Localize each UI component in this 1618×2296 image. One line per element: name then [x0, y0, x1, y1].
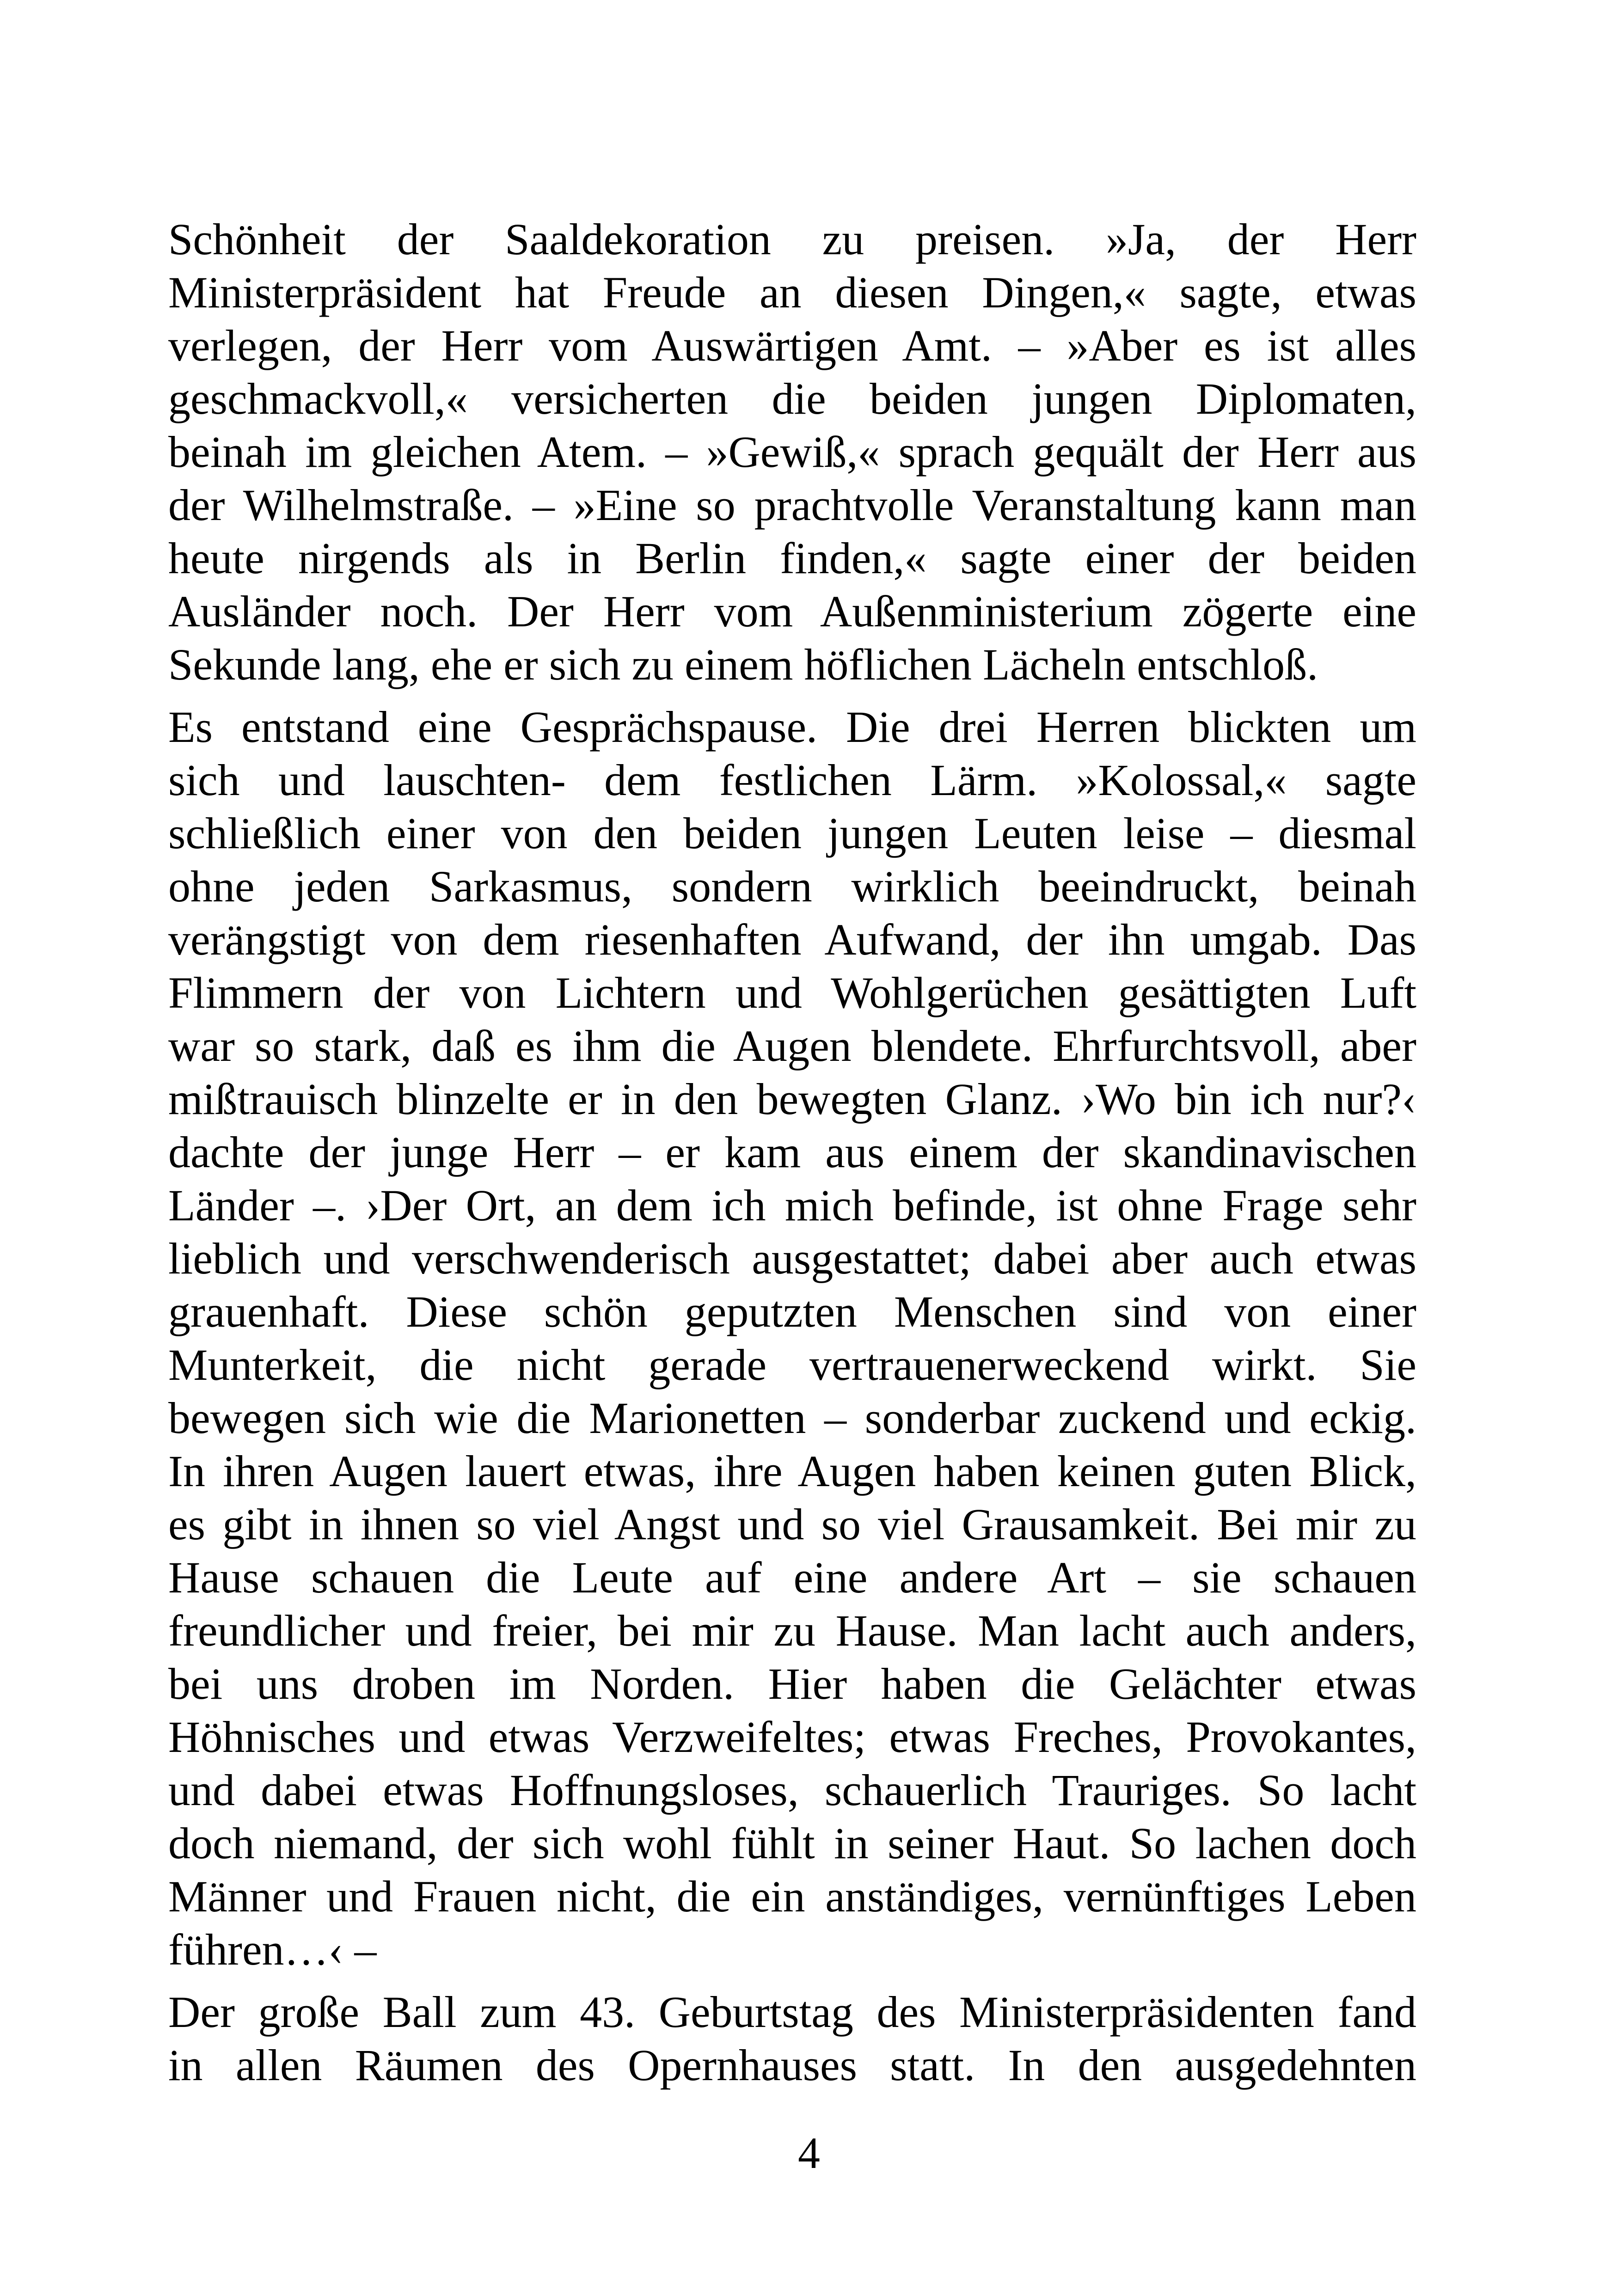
text-line: ohne jeden Sarkasmus, sondern wirklich beeindruckt, beinah — [168, 862, 1416, 911]
text-line: Männer und Frauen nicht, die ein anständiges, vernünftiges Leben — [168, 1872, 1416, 1921]
text-line: war so stark, daß es ihm die Augen blendete. Ehrfurchtsvoll, aber — [168, 1021, 1416, 1071]
paragraph — [168, 700, 1416, 1976]
text-line: Es entstand eine Gesprächspause. Die drei Herren blickten um — [168, 702, 1416, 752]
text-line: der Wilhelmstraße. – »Eine so prachtvolle Veranstaltung kann man — [168, 480, 1416, 530]
text-line: doch niemand, der sich wohl fühlt in seiner Haut. So lachen doch — [168, 1818, 1416, 1868]
text-line: Höhnisches und etwas Verzweifeltes; etwas Freches, Provokantes, — [168, 1712, 1416, 1762]
text-line: grauenhaft. Diese schön geputzten Menschen sind von einer — [168, 1287, 1416, 1336]
text-line: es gibt in ihnen so viel Angst und so viel Grausamkeit. Bei mir zu — [168, 1500, 1416, 1549]
text-line: sich und lauschten- dem festlichen Lärm. »Kolossal,« sagte — [168, 755, 1416, 805]
text-line: beinah im gleichen Atem. – »Gewiß,« sprach gequält der Herr aus — [168, 427, 1416, 477]
text-line: Sekunde lang, ehe er sich zu einem höflichen Lächeln entschloß. — [168, 640, 1318, 689]
text-line: verlegen, der Herr vom Auswärtigen Amt. – »Aber es ist alles — [168, 321, 1416, 370]
text-line: Länder –. ›Der Ort, an dem ich mich befinde, ist ohne Frage sehr — [168, 1181, 1416, 1230]
body-text — [168, 213, 1416, 2101]
text-line: dachte der junge Herr – er kam aus einem der skandinavischen — [168, 1127, 1416, 1177]
text-line: Ausländer noch. Der Herr vom Außenministerium zögerte eine — [168, 587, 1416, 636]
paragraph — [168, 1985, 1416, 2092]
text-line: mißtrauisch blinzelte er in den bewegten Glanz. ›Wo bin ich nur?‹ — [168, 1074, 1416, 1124]
text-line: freundlicher und freier, bei mir zu Hause. Man lacht auch anders, — [168, 1606, 1416, 1655]
text-line: führen…‹ – — [168, 1925, 377, 1974]
text-line: Munterkeit, die nicht gerade vertrauenerweckend wirkt. Sie — [168, 1340, 1416, 1390]
text-line: verängstigt von dem riesenhaften Aufwand, der ihn umgab. Das — [168, 915, 1416, 964]
text-line: In ihren Augen lauert etwas, ihre Augen haben keinen guten Blick, — [168, 1446, 1416, 1496]
text-line: geschmackvoll,« versicherten die beiden jungen Diplomaten, — [168, 374, 1416, 423]
text-line: Flimmern der von Lichtern und Wohlgerüchen gesättigten Luft — [168, 968, 1416, 1017]
text-line: in allen Räumen des Opernhauses statt. In den ausgedehnten — [168, 2040, 1416, 2090]
text-line: lieblich und verschwenderisch ausgestattet; dabei aber auch etwas — [168, 1234, 1416, 1283]
paragraph — [168, 213, 1416, 691]
text-line: bei uns droben im Norden. Hier haben die Gelächter etwas — [168, 1659, 1416, 1708]
text-line: Der große Ball zum 43. Geburtstag des Ministerpräsidenten fand — [168, 1987, 1416, 2037]
text-line: Hause schauen die Leute auf eine andere Art – sie schauen — [168, 1553, 1416, 1602]
text-line: schließlich einer von den beiden jungen Leuten leise – diesmal — [168, 808, 1416, 858]
text-line: Schönheit der Saaldekoration zu preisen. »Ja, der Herr — [168, 214, 1416, 264]
page-number: 4 — [798, 2128, 820, 2178]
text-line: bewegen sich wie die Marionetten – sonderbar zuckend und eckig. — [168, 1393, 1416, 1443]
text-line: heute nirgends als in Berlin finden,« sagte einer der beiden — [168, 533, 1416, 583]
text-line: Ministerpräsident hat Freude an diesen Dingen,« sagte, etwas — [168, 268, 1416, 317]
text-line: und dabei etwas Hoffnungsloses, schauerlich Trauriges. So lacht — [168, 1765, 1416, 1815]
